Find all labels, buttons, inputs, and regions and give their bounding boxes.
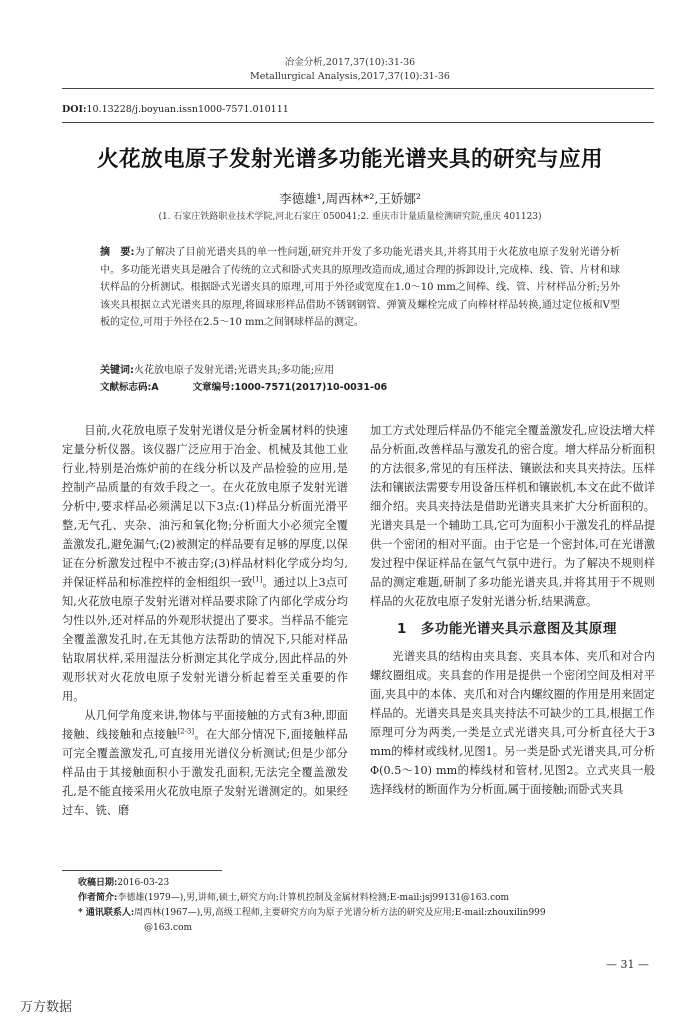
journal-header-cn: 冶金分析,2017,37(10):31-36 (284, 57, 416, 68)
section-heading: 1 多功能光谱夹具示意图及其原理 (397, 621, 617, 637)
doi: DOI:10.13228/j.boyuan.issn1000-7571.010111 (62, 104, 289, 115)
paper-title: 火花放电原子发射光谱多功能光谱夹具的研究与应用 (96, 147, 603, 172)
page-number: — 31 — (606, 958, 649, 971)
citation[interactable]: [2-3] (177, 727, 195, 736)
journal-header-en: Metallurgical Analysis,2017,37(10):31-36 (250, 71, 450, 82)
footnote-corresponding-cont: @163.com (144, 923, 193, 933)
footnote-author: 作者简介:李德雄(1979—),男,讲师,硕士,研究方向:计算机控制及金属材料检测;E-mail:jsj99131@163.com (78, 893, 510, 903)
affiliation: (1. 石家庄铁路职业技术学院,河北石家庄 050041;2. 重庆市计量质量检测研究院,重庆 401123) (158, 212, 542, 222)
keywords-label: 关键词: (100, 365, 134, 376)
doi-rule (62, 122, 654, 123)
abstract (100, 244, 620, 332)
doc-code: 文献标志码:A (100, 382, 159, 393)
footnote-corresponding: * 通讯联系人:周西林(1967—),男,高级工程师,主要研究方向为原子光谱分析方法的研究及应用;E-mail:zhouxilin999 (78, 908, 546, 918)
authors: 李德雄¹,周西林*²,王娇娜² (279, 191, 421, 206)
body-column-left (62, 421, 348, 820)
paragraph: 加工方式处理后样品仍不能完全覆盖激发孔,应设法增大样品分析面,改善样品与激发孔的密合度。增大样品分析面积的方法很多,常见的有压样法、镶嵌法和夹具夹持法。压样法和镶嵌法需要专用设备压样机和镶嵌机,本文在此不做详细介绍。夹具夹持法是借助光谱夹具来扩大分析面积的。光谱夹具是一个辅助工具,它可为面积小于激发孔的样品提供一个密闭的相对平面。由于它是一个密封体,可在光谱激发过程中保证样品在氩气气氛中进行。为了解决不规则样品的测定难题,研制了多功能光谱夹具,并将其用于不规则样品的火花放电原子发射光谱分析,结果满意。 (370, 424, 655, 608)
paragraph: 目前,火花放电原子发射光谱仪是分析金属材料的快速定量分析仪器。该仪器广泛应用于冶金、机械及其他工业行业,特别是冶炼炉前的在线分析以及产品检验的应用,是控制产品质量的有效手段之一。在火花放电原子发射光谱分析中,要求样品必须满足以下3点:(1)样品分析面光滑平整,无气孔、夹杂、油污和氧化物;分析面大小必须完全覆盖激发孔,避免漏气;(2)被测定的样品要有足够的厚度,以保证在分析激发过程中不被击穿;(3)样品材料化学成分均匀,并保证样品和标准控样的金相组织一致[1]。通过以上3点可知,火花放电原子发射光谱对样品要求除了内部化学成分均匀性以外,还对样品的外观形状提出了要求。当样品不能完全覆盖激发孔时,在无其他方法帮助的情况下,只能对样品钻取屑状样,采用湿法分析测定其化学成分,因此样品的外观形状对火花放电原子发射光谱分析起着至关重要的作用。 (62, 424, 348, 703)
abstract-text: 为了解决了目前光谱夹具的单一性问题,研究并开发了多功能光谱夹具,并将其用于火花放电原子发射光谱分析中。多功能光谱夹具是融合了传统的立式和卧式夹具的原理改造而成,通过合理的拆卸设计,完成棒、线、管、片材和球状样品的分析测试。根据卧式光谱夹具的原理,可用于外径或宽度在1.0～10 mm之间棒、线、管、片材样品分析;另外该夹具根据立式光谱夹具的原理,将圆球形样品借助不锈钢钢管、弹簧及螺栓完成了向棒材样品转换,通过定位板和V型板的定位,可用于外径在2.5～10 mm之间钢球样品的测定。 (100, 247, 621, 329)
watermark: 万方数据 (20, 1000, 73, 1015)
citation[interactable]: [1] (252, 575, 263, 584)
classification (100, 379, 421, 393)
header-rule (62, 88, 654, 89)
paragraph: 光谱夹具的结构由夹具套、夹具本体、夹爪和对合内螺纹圈组成。夹具套的作用是提供一个密闭空间及相对平面,夹具中的本体、夹爪和对合内螺纹圈的作用是用来固定样品的。光谱夹具是夹具夹持法不可缺少的工具,根据工作原理可分为两类,一类是立式光谱夹具,可分析直径大于3 mm的棒材或线材,见图1。另一类是卧式光谱夹具,可分析Φ(0.5～10) mm的棒线材和管材,见图2。立式夹具一般选择线材的断面作为分析面,属于面接触;而卧式夹具 (370, 650, 655, 796)
doi-value: 10.13228/j.boyuan.issn1000-7571.010111 (86, 104, 289, 115)
paragraph: 从几何学角度来讲,物体与平面接触的方式有3种,即面接触、线接触和点接触[2-3]。在大部分情况下,面接触样品可完全覆盖激发孔,可直接用光谱仪分析测试;但是少部分样品由于其接触面积小于激发孔面积,无法完全覆盖激发孔,是不能直接采用火花放电原子发射光谱测定的。如果经过车、铣、磨 (62, 709, 348, 817)
body-column-right (370, 421, 655, 799)
footnote-rule (62, 870, 222, 871)
article-number: 文章编号:1000-7571(2017)10-0031-06 (192, 382, 388, 393)
abstract-label: 摘 要: (100, 247, 135, 258)
keywords (100, 361, 620, 376)
footnote-received: 收稿日期:2016-03-23 (78, 878, 170, 888)
keywords-text: 火花放电原子发射光谱;光谱夹具;多功能;应用 (134, 365, 335, 376)
